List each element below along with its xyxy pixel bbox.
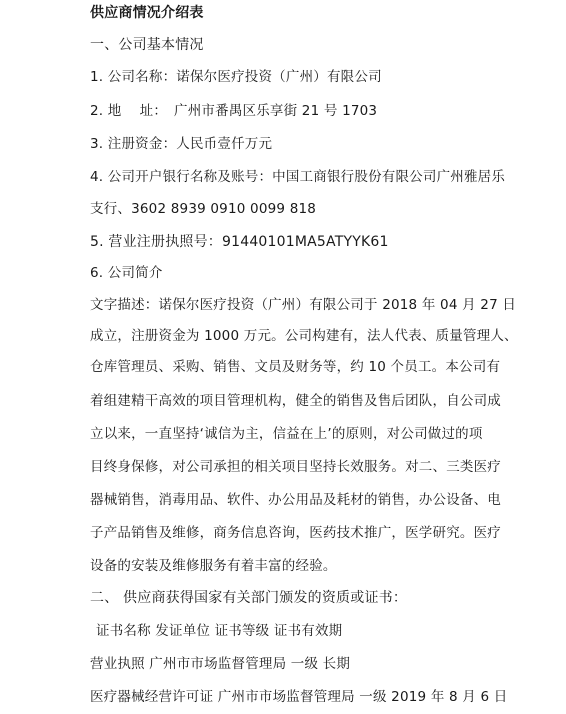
business-license-line: 5. 营业注册执照号：91440101MA5ATYYK61 (90, 234, 389, 250)
company-intro-heading: 6. 公司简介 (90, 265, 163, 281)
registered-capital-line: 3. 注册资金：人民币壹仟万元 (90, 136, 273, 152)
certificate-row: 营业执照 广州市市场监督管理局 一级 长期 (90, 656, 351, 672)
intro-paragraph-line: 文字描述：诺保尔医疗投资（广州）有限公司于 2018 年 04 月 27 日 (90, 297, 517, 313)
intro-paragraph-line: 成立，注册资金为 1000 万元。公司构建有，法人代表、质量管理人、 (90, 328, 518, 344)
intro-paragraph-line: 子产品销售及维修，商务信息咨询，医药技术推广，医学研究。医疗 (90, 525, 501, 541)
intro-paragraph-line: 立以来，一直坚持‘诚信为主，信益在上’的原则，对公司做过的项 (90, 426, 483, 442)
bank-account-line-2: 支行、3602 8939 0910 0099 818 (90, 201, 317, 217)
intro-paragraph-line: 仓库管理员、采购、销售、文员及财务等，约 10 个员工。本公司有 (90, 359, 501, 375)
intro-paragraph-line: 设备的安装及维修服务有着丰富的经验。 (90, 558, 337, 574)
intro-paragraph-line: 着组建精干高效的项目管理机构，健全的销售及售后团队，自公司成 (90, 393, 501, 409)
address-line: 2. 地 址： 广州市番禺区乐享街 21 号 1703 (90, 103, 378, 119)
section-heading-basic-info: 一、公司基本情况 (90, 37, 204, 53)
intro-paragraph-line: 目终身保修，对公司承担的相关项目坚持长效服务。对二、三类医疗 (90, 459, 501, 475)
company-name-line: 1. 公司名称：诺保尔医疗投资（广州）有限公司 (90, 69, 382, 85)
document-title: 供应商情况介绍表 (90, 5, 204, 21)
section-heading-certificates: 二、 供应商获得国家有关部门颁发的资质或证书： (90, 590, 408, 606)
bank-account-line-1: 4. 公司开户银行名称及账号：中国工商银行股份有限公司广州雅居乐 (90, 169, 506, 185)
certificate-row: 医疗器械经营许可证 广州市市场监督管理局 一级 2019 年 8 月 6 日 (90, 689, 508, 705)
intro-paragraph-line: 器械销售，消毒用品、软件、办公用品及耗材的销售，办公设备、电 (90, 492, 501, 508)
certificate-table-header: 证书名称 发证单位 证书等级 证书有效期 (96, 623, 343, 639)
